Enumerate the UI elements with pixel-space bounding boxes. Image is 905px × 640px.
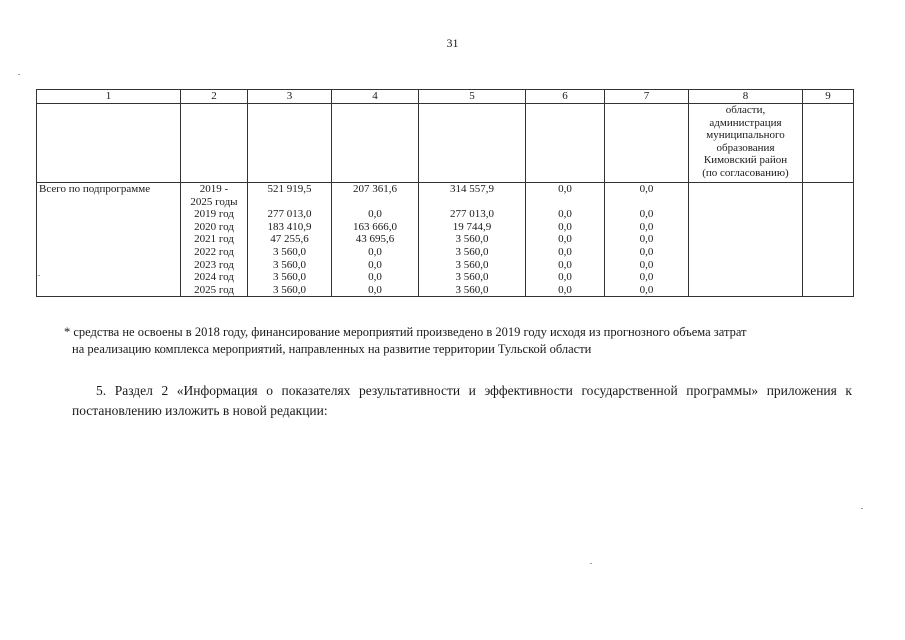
period-value: 2021 год [194,233,234,246]
amount-value: 3 560,0 [455,283,489,296]
amount-value: 3 560,0 [273,283,306,296]
column-3-values [248,183,332,297]
empty-cell [332,104,419,183]
executor-line: (по согласованию) [702,166,789,179]
empty-cell [419,104,526,183]
empty-cell [181,104,248,183]
continuation-row [37,104,854,183]
page-number: 31 [446,36,459,50]
amount-value: 3 560,0 [273,245,306,258]
column-7-values [605,183,689,297]
empty-cell [605,104,689,183]
executor-line: муниципального [706,129,785,142]
amount-value: 47 255,6 [270,233,309,246]
amount-value: 0,0 [639,220,654,233]
amount-value: 207 361,6 [353,183,397,195]
amount-value: 3 560,0 [273,258,306,271]
executor-line: образования [716,141,775,154]
scan-speck [38,275,40,276]
empty-cell [803,183,854,297]
amount-value: 0,0 [639,271,654,284]
amount-value: 0,0 [558,271,572,284]
amount-value: 0,0 [639,245,654,258]
period-value: 2019 год [194,208,234,221]
column-number-5: 5 [419,90,526,104]
amount-value: 0,0 [639,208,654,221]
scan-speck [18,74,20,75]
amount-value: 0,0 [639,233,654,246]
section-5-paragraph [72,381,852,421]
column-number-2: 2 [181,90,248,104]
subprogram-total-row [37,183,854,297]
footnote [64,324,852,358]
responsible-executor-cell [689,104,803,183]
empty-cell [248,104,332,183]
amount-value: 3 560,0 [455,233,489,246]
amount-value: 3 560,0 [455,271,489,284]
executor-line: Кимовский район [703,154,788,167]
footnote-line: * средства не освоены в 2018 году, финансирование мероприятий произведено в 2019 году исходя из прогнозного объема затрат [64,325,747,339]
column-number-3: 3 [248,90,332,104]
amount-value: 0,0 [639,283,654,296]
column-4-values [332,183,419,297]
amount-value: 0,0 [558,245,572,258]
footnote-line: на реализацию комплекса мероприятий, направленных на развитие территории Тульской области [72,342,592,356]
empty-cell [689,183,803,297]
budget-table [36,89,854,297]
amount-value: 0,0 [368,258,382,271]
amount-value: 0,0 [368,271,382,284]
period-value: 2020 год [194,220,234,233]
amount-value: 183 410,9 [267,220,312,233]
period-value: 2025 годы [190,195,238,208]
amount-value [607,196,686,209]
column-number-6: 6 [526,90,605,104]
amount-value: 43 695,6 [355,233,395,246]
period-value: 2019 - [199,183,229,195]
amount-value: 277 013,0 [450,208,494,221]
period-value: 2022 год [194,245,234,258]
amount-value: 521 919,5 [267,183,312,195]
period-cell [181,183,248,297]
period-value: 2023 год [194,258,234,271]
row-label: Всего по подпрограмме [37,183,181,297]
executor-line: администрация [709,116,782,129]
amount-value: 0,0 [558,258,572,271]
amount-value: 3 560,0 [455,245,489,258]
amount-value [334,196,416,209]
scan-speck [861,508,863,509]
scan-speck [590,563,592,564]
amount-value: 0,0 [368,283,382,296]
amount-value: 277 013,0 [267,208,312,221]
amount-value: 0,0 [558,220,572,233]
column-6-values [526,183,605,297]
amount-value: 0,0 [558,233,572,246]
column-number-4: 4 [332,90,419,104]
amount-value: 163 666,0 [353,220,397,233]
column-number-row [37,90,854,104]
amount-value: 0,0 [639,258,654,271]
amount-value: 0,0 [639,183,654,195]
column-5-values [419,183,526,297]
period-value: 2025 год [194,283,234,296]
amount-value: 3 560,0 [455,258,489,271]
amount-value: 0,0 [368,245,382,258]
executor-line: области, [725,104,766,116]
empty-cell [526,104,605,183]
amount-value: 0,0 [558,183,572,195]
amount-value: 19 744,9 [452,220,492,233]
amount-value [250,196,329,209]
amount-value [421,196,523,209]
column-number-9: 9 [803,90,854,104]
column-number-8: 8 [689,90,803,104]
amount-value: 0,0 [368,208,382,221]
amount-value: 0,0 [558,208,572,221]
column-number-7: 7 [605,90,689,104]
amount-value [528,196,602,209]
amount-value: 0,0 [558,283,572,296]
empty-cell [803,104,854,183]
period-value: 2024 год [194,271,234,284]
amount-value: 3 560,0 [273,271,306,284]
column-number-1: 1 [37,90,181,104]
amount-value: 314 557,9 [450,183,494,195]
paragraph-text: 5. Раздел 2 «Информация о показателях результативности и эффективности государственной программы» приложения к постановлению изложить в новой редакции: [72,383,852,418]
empty-cell [37,104,181,183]
